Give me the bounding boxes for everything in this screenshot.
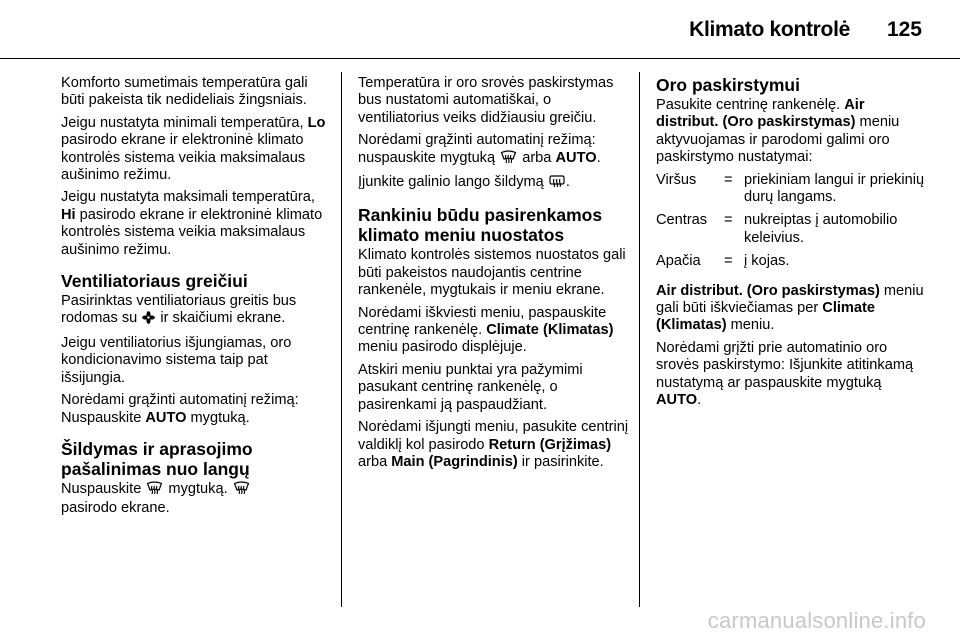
bold-term: AUTO xyxy=(555,149,597,166)
rear-window-heat-icon xyxy=(549,175,565,193)
page-header xyxy=(0,0,960,60)
paragraph xyxy=(61,392,333,427)
page-number: 125 xyxy=(886,18,922,41)
watermark: carmanualsonline.info xyxy=(707,608,926,633)
section-heading: Rankiniu būdu pasirenkamos klimato meniu nuostatos xyxy=(358,205,603,246)
equals-sign: = xyxy=(724,253,733,270)
paragraph: Temperatūra ir oro srovės paskirstymas bus nustatomi automatiškai, o ventiliatorius veiks didžiausiu greičiu. xyxy=(358,75,614,126)
bold-term: Hi xyxy=(61,206,76,223)
text: . xyxy=(697,392,702,409)
paragraph xyxy=(61,115,333,185)
text: . xyxy=(565,174,570,191)
text: Nuspauskite xyxy=(61,480,146,497)
definition-term: Centras xyxy=(656,212,708,229)
text: pasirodo ekrane. xyxy=(61,500,170,517)
equals-sign: = xyxy=(724,171,733,188)
paragraph xyxy=(358,174,630,193)
text: Norėdami iškviesti meniu, paspauskite centrinę rankenėlę. xyxy=(358,304,607,339)
header-title: Klimato kontrolė xyxy=(689,18,850,41)
paragraph xyxy=(358,305,630,357)
text: meniu aktyvuojamas ir parodomi galimi oro paskirstymo nustatymai: xyxy=(656,114,900,166)
column-divider xyxy=(341,72,342,607)
text: Jeigu nustatyta maksimali temperatūra, xyxy=(61,189,315,206)
text: Įjunkite galinio lango šildymą xyxy=(358,174,548,191)
definition-list xyxy=(656,172,928,271)
definition-term: Apačia xyxy=(656,253,701,270)
column-3 xyxy=(656,75,928,415)
paragraph xyxy=(61,189,333,259)
bold-term: Air distribut. (Oro paskirstymas) xyxy=(656,97,865,131)
paragraph xyxy=(358,132,630,169)
fan-icon xyxy=(142,311,155,329)
text: meniu. xyxy=(726,317,775,334)
text: Pasirinktas ventiliatoriaus greitis bus rodomas su xyxy=(61,293,297,327)
text: ir skaičiumi ekrane. xyxy=(156,310,286,327)
bold-term: Air distribut. (Oro paskirstymas) xyxy=(656,282,880,299)
paragraph xyxy=(656,97,928,167)
bold-term: Lo xyxy=(307,114,326,131)
paragraph xyxy=(358,419,630,471)
text: Norėdami grąžinti automatinį režimą: Nuspauskite xyxy=(61,392,299,426)
column-1 xyxy=(61,75,333,523)
text: mygtuką. xyxy=(164,480,232,497)
text: Norėdami grąžinti automatinį režimą: nuspauskite mygtuką xyxy=(358,132,596,166)
column-divider xyxy=(639,72,640,607)
definition-desc: nukreiptas į automobilio keleivius. xyxy=(744,212,898,246)
text: pasirodo ekrane ir elektroninė klimato kontrolės sistema veikia maksimalaus aušinimo režimu. xyxy=(61,206,323,258)
text: meniu pasirodo displėjuje. xyxy=(358,339,527,356)
text: mygtuką. xyxy=(186,409,250,426)
header-rule xyxy=(0,58,960,59)
definition-desc: į kojas. xyxy=(744,253,790,270)
bold-term: Climate (Klimatas) xyxy=(486,322,614,339)
paragraph: Komforto sumetimais temperatūra gali būti pakeista tik nedideliais žingsniais. xyxy=(61,75,308,109)
definition-row xyxy=(656,212,928,247)
text: arba xyxy=(358,453,392,470)
paragraph xyxy=(656,283,928,335)
windscreen-defrost-icon xyxy=(500,150,517,169)
text: pasirodo ekrane ir elektroninė klimato kontrolės sistema veikia maksimalaus aušinimo režimu. xyxy=(61,132,306,184)
text: Jeigu nustatyta minimali temperatūra, xyxy=(61,114,308,131)
bold-term: AUTO xyxy=(656,392,698,409)
section-heading: Oro paskirstymui xyxy=(656,75,800,95)
paragraph xyxy=(656,340,928,410)
bold-term: Return (Grįžimas) xyxy=(488,436,612,453)
windscreen-defrost-icon xyxy=(146,481,163,500)
section-heading: Ventiliatoriaus greičiui xyxy=(61,271,248,292)
bold-term: Climate (Klimatas) xyxy=(656,300,875,334)
bold-term: AUTO xyxy=(145,409,187,426)
definition-term: Viršus xyxy=(656,171,697,188)
paragraph: Klimato kontrolės sistemos nuostatos gali būti pakeistos naudojantis centrine rankenėle, mygtukais ir meniu ekrane. xyxy=(358,247,626,299)
paragraph: Atskiri meniu punktai yra pažymimi pasukant centrinę rankenėlę, o pasirenkami ją paspaudžiant. xyxy=(358,361,583,413)
windscreen-defrost-icon xyxy=(233,481,250,500)
section-heading: Šildymas ir aprasojimo pašalinimas nuo langų xyxy=(61,438,253,479)
text: meniu gali būti iškviečiamas per xyxy=(656,282,924,317)
column-2 xyxy=(358,75,630,476)
text: . xyxy=(596,149,601,166)
text: Norėdami grįžti prie automatinio oro srovės paskirstymo: Išjunkite atitinkamą nustatymą ar paspauskite mygtuką xyxy=(656,339,914,391)
text: arba xyxy=(518,149,556,166)
paragraph xyxy=(61,481,333,518)
definition-desc: priekiniam langui ir priekinių durų langams. xyxy=(744,171,925,206)
equals-sign: = xyxy=(724,212,733,229)
definition-row xyxy=(656,253,928,270)
bold-term: Main (Pagrindinis) xyxy=(391,453,518,470)
paragraph xyxy=(61,293,333,330)
paragraph: Jeigu ventiliatorius išjungiamas, oro kondicionavimo sistema taip pat išsijungia. xyxy=(61,334,292,386)
text: Norėdami išjungti meniu, pasukite centrinį valdiklį kol pasirodo xyxy=(358,419,629,453)
text: ir pasirinkite. xyxy=(517,453,604,470)
text: Pasukite centrinę rankenėlę. xyxy=(656,97,845,113)
definition-row xyxy=(656,172,928,207)
